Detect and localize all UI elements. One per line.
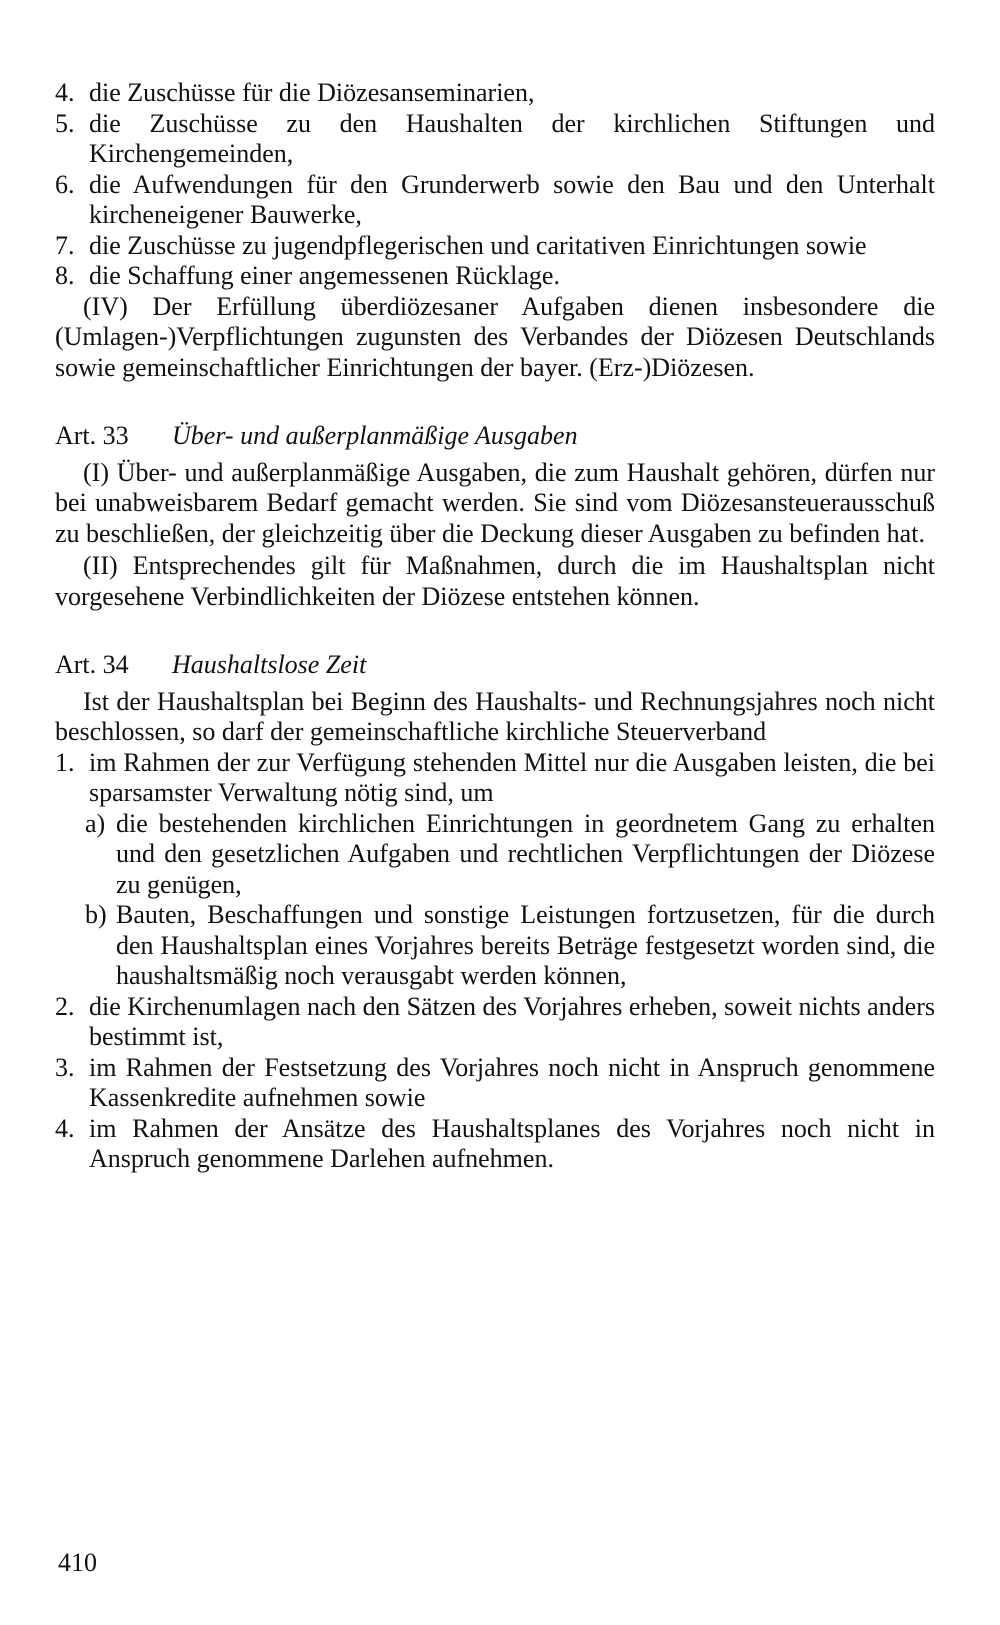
sub-list-item [85,900,935,992]
article-34-intro: Ist der Haushaltsplan bei Beginn des Haushalts- und Rechnungsjahres noch nicht beschlossen, so darf der gemeinschaftliche kirchliche Steuerverband [55,686,935,746]
list-item [55,231,935,262]
list-text: die Zuschüsse zu jugendpflegerischen und caritativen Einrichtungen sowie [89,230,867,260]
list-item [55,109,935,170]
list-number: 4. [55,78,75,107]
list-item [55,261,935,292]
article-title: Haushaltslose Zeit [172,650,367,679]
list-item [55,1114,935,1175]
list-number: 1. [55,747,75,777]
list-item [55,170,935,231]
list-number: 3. [55,1052,75,1082]
sub-list-text: Bauten, Beschaffungen und sonstige Leistungen fortzusetzen, für die durch den Haushaltsplan eines Vorjahres bereits Beträge festgesetzt worden sind, die haushaltsmäßig noch verausgabt werden können, [116,900,935,990]
article-title: Über- und außerplanmäßige Ausgaben [172,421,578,450]
list-text: die Zuschüsse zu den Haushalten der kirchlichen Stiftungen und Kirchengemeinden, [89,108,935,168]
list-number: 7. [55,230,75,260]
list-item [55,78,935,109]
list-text: die Kirchenumlagen nach den Sätzen des Vorjahres erheben, soweit nichts anders bestimmt ist, [89,991,935,1051]
list-text: im Rahmen der Ansätze des Haushaltsplanes des Vorjahres noch nicht in Anspruch genommene Darlehen aufnehmen. [89,1113,935,1173]
list-item [55,748,935,809]
sub-list-letter: a) [85,808,106,838]
article-label: Art. 33 [55,421,129,450]
article-33-heading [55,421,935,452]
article-34-heading [55,650,935,681]
list-text: die Aufwendungen für den Grunderwerb sowie den Bau und den Unterhalt kircheneigener Bauwerke, [89,169,935,229]
list-number: 6. [55,169,75,199]
sub-list-letter: b) [85,900,107,929]
list-text: im Rahmen der Festsetzung des Vorjahres noch nicht in Anspruch genommene Kassenkredite aufnehmen sowie [89,1052,935,1112]
list-number: 5. [55,108,75,138]
sub-list-item [85,809,935,901]
list-number: 2. [55,991,75,1021]
list-text: im Rahmen der zur Verfügung stehenden Mittel nur die Ausgaben leisten, die bei sparsamster Verwaltung nötig sind, um [89,747,935,807]
page-content [55,78,935,1175]
paragraph-iv: (IV) Der Erfüllung überdiözesaner Aufgaben dienen insbesondere die (Umlagen-)Verpflichtungen zugunsten des Verbandes der Diözesen Deutschlands sowie gemeinschaftlicher Einrichtungen der bayer. (Erz-)Diözesen. [55,291,935,382]
list-number: 8. [55,261,75,290]
list-number: 4. [55,1113,75,1143]
sub-list-text: die bestehenden kirchlichen Einrichtungen in geordnetem Gang zu erhalten und den gesetzlichen Aufgaben und rechtlichen Verpflichtungen der Diözese zu genügen, [116,808,935,899]
page-number: 410 [58,1548,97,1577]
article-label: Art. 34 [55,650,129,679]
list-item [55,992,935,1053]
article-33-paragraph-2: (II) Entsprechendes gilt für Maßnahmen, durch die im Haushaltsplan nicht vorgesehene Verbindlichkeiten der Diözese entstehen können. [55,551,935,611]
list-text: die Schaffung einer angemessenen Rücklage. [89,261,560,290]
list-text: die Zuschüsse für die Diözesanseminarien, [89,78,535,107]
list-item [55,1053,935,1114]
article-33-paragraph-1: (I) Über- und außerplanmäßige Ausgaben, die zum Haushalt gehören, dürfen nur bei unabweisbarem Bedarf gemacht werden. Sie sind vom Diözesansteuerausschuß zu beschließen, der gleichzeitig über die Deckung dieser Ausgaben zu befinden hat. [55,457,935,548]
